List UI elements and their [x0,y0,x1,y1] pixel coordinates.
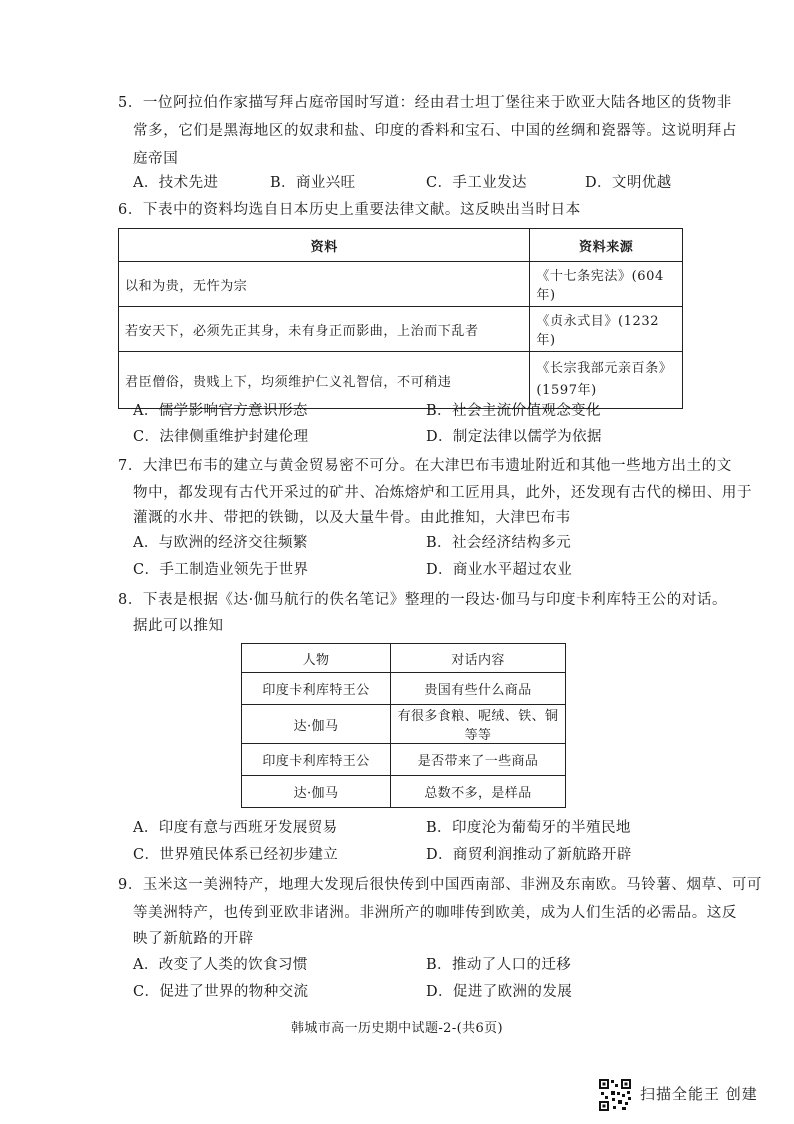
q6-table-cell: 君臣僧俗，贵贱上下，均须维护仁义礼智信，不可稍违 [119,352,530,409]
q8-table-cell: 贵国有些什么商品 [391,673,566,705]
q8-table [241,643,566,808]
q6-option-b: B．社会主流价值观念变化 [426,403,601,419]
q8-stem-line2: 据此可以推知 [133,618,224,634]
q8-table-cell: 达·伽马 [242,705,391,744]
q8-stem-line1: 8．下表是根据《达·伽马航行的佚名笔记》整理的一段达·伽马与印度卡利库特王公的对话。 [118,592,728,608]
page-footer: 韩城市高一历史期中试题-2-(共6页) [290,1021,504,1036]
q8-option-d: D．商贸利润推动了新航路开辟 [426,847,632,863]
q7-option-d: D．商业水平超过农业 [426,562,573,578]
q9-stem-line3: 映了新航路的开辟 [133,931,254,947]
q8-table-cell: 印度卡利库特王公 [242,673,391,705]
q8-option-c: C．世界殖民体系已经初步建立 [133,847,339,863]
q6-option-a: A．儒学影响官方意识形态 [133,403,308,419]
q8-table-cell: 达·伽马 [242,776,391,808]
q5-option-b: B．商业兴旺 [270,175,356,191]
q6-stem-line1: 6．下表中的资料均选自日本历史上重要法律文献。这反映出当时日本 [118,202,581,218]
q8-table-cell: 印度卡利库特王公 [242,744,391,776]
q8-table-cell: 有很多食粮、呢绒、铁、铜等等 [391,705,566,744]
q8-table-header-content: 对话内容 [391,644,566,673]
q5-stem-line1: 5．一位阿拉伯作家描写拜占庭帝国时写道：经由君士坦丁堡往来于欧亚大陆各地区的货物非 [118,95,732,111]
q5-option-d: D．文明优越 [585,175,672,191]
q8-option-b: B．印度沦为葡萄牙的半殖民地 [426,820,631,836]
q8-table-cell: 总数不多，是样品 [391,776,566,808]
q7-option-a: A．与欧洲的经济交往频繁 [133,535,308,551]
q6-table-cell: 《贞永式目》(1232年) [530,307,683,352]
q6-table-header-material: 资料 [119,229,530,262]
q6-option-d: D．制定法律以儒学为依据 [426,429,602,445]
qr-code-icon [598,1078,632,1112]
q6-table-cell: 若安天下，必须先正其身，未有身正而影曲，上治而下乱者 [119,307,530,352]
q6-table-cell: 以和为贵，无忤为宗 [119,262,530,307]
q7-stem-line1: 7．大津巴布韦的建立与黄金贸易密不可分。在大津巴布韦遗址附近和其他一些地方出土的文 [118,458,732,474]
q6-table-header-source: 资料来源 [530,229,683,262]
q6-table-cell: 《长宗我部元亲百条》(1597年) [530,352,683,409]
q5-stem-line2: 常多，它们是黑海地区的奴隶和盐、印度的香料和宝石、中国的丝绸和瓷器等。这说明拜占 [133,123,737,139]
q9-stem-line1: 9．玉米这一美洲特产，地理大发现后很快传到中国西南部、非洲及东南欧。马铃薯、烟草、可可 [118,877,763,893]
q9-option-c: C．促进了世界的物种交流 [133,984,309,1000]
q8-table-cell: 是否带来了一些商品 [391,744,566,776]
q5-stem-line3: 庭帝国 [133,151,179,167]
q7-stem-line2: 物中，都发现有古代开采过的矿井、冶炼熔炉和工匠用具，此外，还发现有古代的梯田、用于 [133,485,753,501]
q8-option-a: A．印度有意与西班牙发展贸易 [133,820,338,836]
q7-option-c: C．手工制造业领先于世界 [133,562,309,578]
q7-option-b: B．社会经济结构多元 [426,535,572,551]
scanner-watermark-text: 扫描全能王 创建 [640,1085,758,1103]
q5-option-a: A．技术先进 [133,175,219,191]
q8-table-header-person: 人物 [242,644,391,673]
q9-option-b: B．推动了人口的迁移 [426,957,572,973]
q6-table [118,228,683,409]
q6-table-cell: 《十七条宪法》(604年) [530,262,683,307]
q6-option-c: C．法律侧重维护封建伦理 [133,429,309,445]
q7-stem-line3: 灌溉的水井、带把的铁锄，以及大量牛骨。由此推知，大津巴布韦 [133,510,571,526]
q5-option-c: C．手工业发达 [426,175,527,191]
q9-stem-line2: 等美洲特产，也传到亚欧非诸洲。非洲所产的咖啡传到欧美，成为人们生活的必需品。这反 [133,905,737,921]
q9-option-d: D．促进了欧洲的发展 [426,984,573,1000]
q9-option-a: A．改变了人类的饮食习惯 [133,957,308,973]
